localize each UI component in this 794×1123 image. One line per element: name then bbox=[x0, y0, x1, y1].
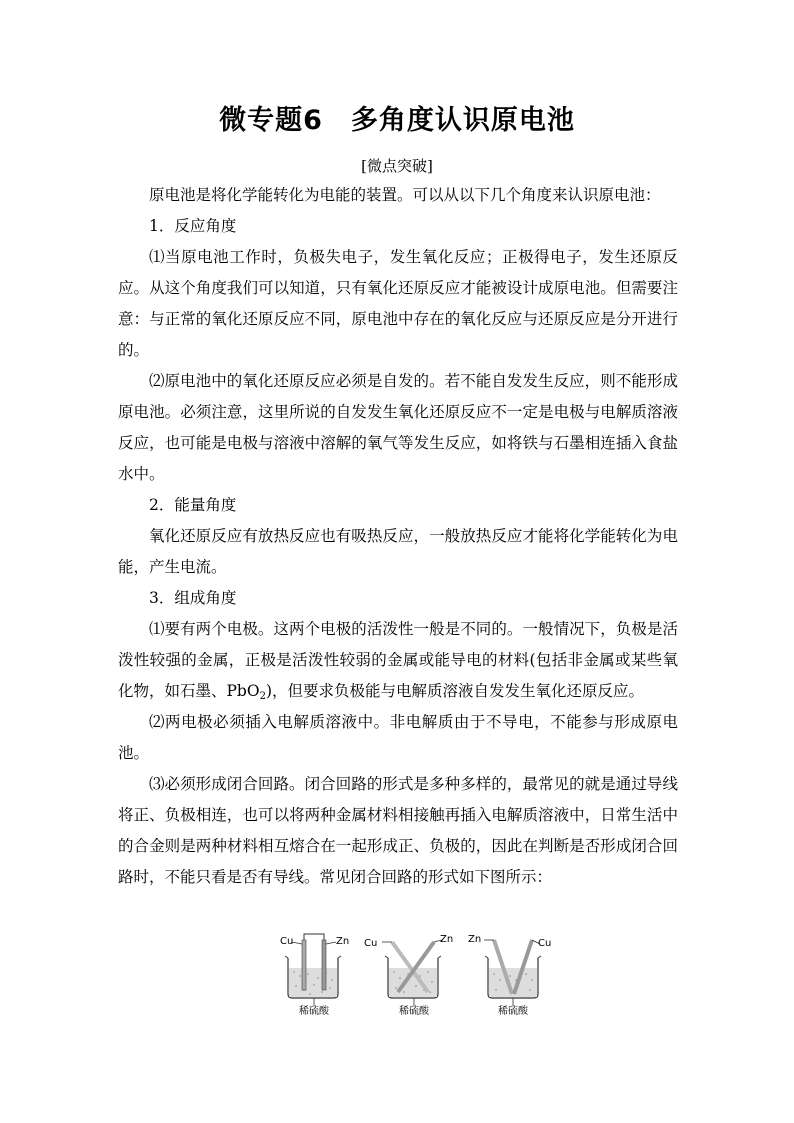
heading-energy: 2．能量角度 bbox=[149, 496, 237, 514]
page-title bbox=[0, 98, 794, 137]
electrode-label-left: Zn bbox=[468, 934, 482, 945]
paragraph-3-2: ⑵两电极必须插入电解质溶液中。非电解质由于不导电，不能参与形成原电池。 bbox=[118, 713, 678, 762]
title-number: 微专题6 bbox=[219, 105, 323, 136]
paragraph-3-1 bbox=[118, 614, 678, 707]
electrode-label-right: Zn bbox=[440, 934, 454, 945]
electrode-label-right: Zn bbox=[336, 936, 350, 947]
paragraph-1-2: ⑵原电池中的氧化还原反应必须是自发的。若不能自发发生反应，则不能形成原电池。必须注意，这里所说的自发发生氧化还原反应不一定是电极与电解质溶液反应，也可能是电极与溶液中溶解的氧气等发生反应，如将铁与石墨相连插入食盐水中。 bbox=[118, 372, 678, 483]
electrolyte-caption: 稀硫酸 bbox=[299, 1006, 329, 1017]
battery-figures bbox=[270, 930, 570, 1020]
electrode-label-right: Cu bbox=[538, 938, 552, 949]
paragraph-3-1-part-1: ⑴要有两个电极。这两个电极的活泼性一般是不同的。一般情况下，负极是活泼性较强的金属，正极是活泼性较弱的金属或能导电的材料(包括非金属或某些氧化物，如石墨、PbO bbox=[118, 620, 678, 700]
heading-composition: 3．组成角度 bbox=[149, 589, 237, 607]
figure-v-shape bbox=[468, 930, 560, 1017]
electrolyte-caption: 稀硫酸 bbox=[498, 1006, 528, 1017]
figure-wire-connected bbox=[270, 930, 360, 1017]
paragraph-1-1: ⑴当原电池工作时，负极失电子，发生氧化反应；正极得电子，发生还原反应。从这个角度我们可以知道，只有氧化还原反应才能被设计成原电池。但需要注意：与正常的氧化还原反应不同，原电池中存在的氧化反应与还原反应是分开进行的。 bbox=[118, 248, 678, 359]
body-text bbox=[118, 180, 678, 893]
subscript-2: 2 bbox=[259, 691, 266, 702]
electrolyte-caption: 稀硫酸 bbox=[399, 1006, 429, 1017]
intro-paragraph: 原电池是将化学能转化为电能的装置。可以从以下几个角度来认识原电池： bbox=[149, 186, 661, 204]
electrode-label-left: Cu bbox=[280, 936, 294, 947]
heading-reaction: 1．反应角度 bbox=[149, 217, 237, 235]
paragraph-2: 氧化还原反应有放热反应也有吸热反应，一般放热反应才能将化学能转化为电能，产生电流。 bbox=[118, 527, 678, 576]
title-text: 多角度认识原电池 bbox=[350, 105, 575, 136]
electrode-label-left: Cu bbox=[364, 938, 378, 949]
section-subtitle: [微点突破] bbox=[361, 157, 433, 175]
paragraph-3-1-part-2: )，但要求负极能与电解质溶液自发发生氧化还原反应。 bbox=[265, 682, 644, 700]
paragraph-3-3: ⑶必须形成闭合回路。闭合回路的形式是多种多样的，最常见的就是通过导线将正、负极相连，也可以将两种金属材料相接触再插入电解质溶液中，日常生活中的合金则是两种材料相互熔合在一起形成正、负极的，因此在判断是否形成闭合回路时，不能只看是否有导线。常见闭合回路的形式如下图所示： bbox=[118, 775, 678, 886]
figure-crossed bbox=[364, 930, 460, 1017]
